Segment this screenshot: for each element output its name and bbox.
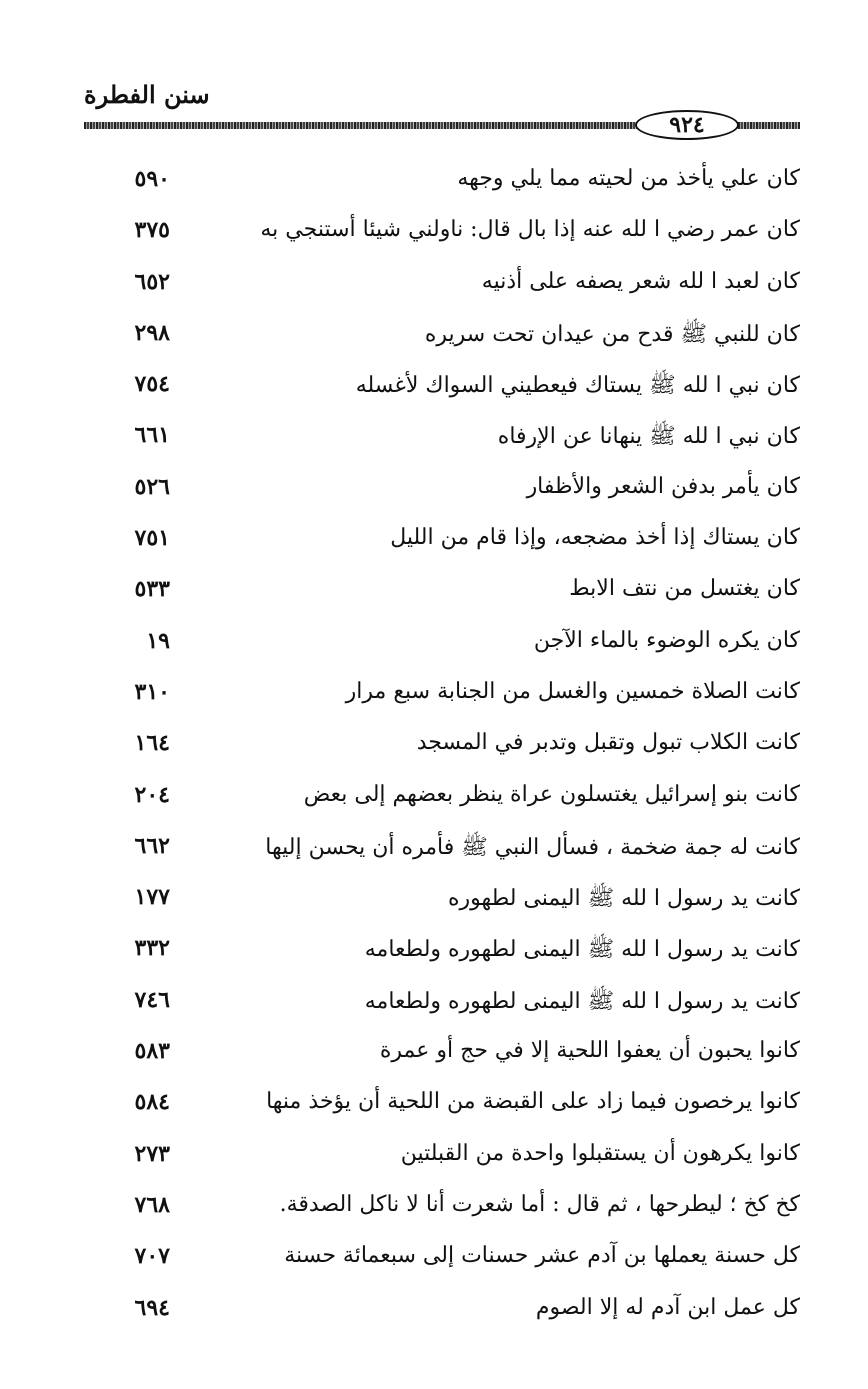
entry-text: كان عمر رضي ا لله عنه إذا بال قال: ناولني شيئا أستنجي به (260, 217, 800, 243)
index-entry (110, 622, 800, 673)
entry-text: كخ كخ ؛ ليطرحها ، ثم قال : أما شعرت أنا لا ناكل الصدقة. (279, 1191, 800, 1217)
entry-page: ٥٣٣ (134, 576, 170, 603)
entry-text: كانوا يرخصون فيما زاد على القبضة من اللحية أن يؤخذ منها (266, 1089, 800, 1115)
index-entry (110, 211, 800, 262)
entry-page: ٦٥٢ (134, 268, 170, 295)
entry-page: ١٩ (146, 627, 170, 654)
entry-text: كانوا يكرهون أن يستقبلوا واحدة من القبلتين (400, 1140, 800, 1166)
entry-text: كان يغتسل من نتف الابط (569, 576, 800, 602)
entry-page: ٧٦٨ (134, 1191, 170, 1218)
entry-text: كانت يد رسول ا لله ﷺ اليمنى لطهوره ولطعامه (364, 937, 800, 963)
entry-page: ٢٠٤ (134, 781, 170, 808)
index-entry (110, 1237, 800, 1288)
index-entry (110, 1289, 800, 1340)
index-entry (110, 570, 800, 621)
entry-text: كانوا يحبون أن يعفوا اللحية إلا في حج أو عمرة (379, 1038, 800, 1064)
entry-text: كان للنبي ﷺ قدح من عيدان تحت سريره (424, 321, 800, 347)
index-entry (110, 416, 800, 467)
entry-text: كان لعبد ا لله شعر يصفه على أذنيه (481, 268, 800, 294)
index-entry (110, 1186, 800, 1237)
book-title: سنن الفطرة (84, 80, 210, 109)
entry-page: ٥٨٤ (134, 1089, 170, 1116)
entry-page: ٣٣٢ (134, 935, 170, 962)
entry-text: كان نبي ا لله ﷺ يستاك فيعطيني السواك لأغسله (355, 373, 800, 399)
entry-page: ٦٦٢ (134, 832, 170, 859)
index-entry (110, 724, 800, 775)
entry-page: ٣١٠ (134, 678, 170, 705)
index-entry (110, 673, 800, 724)
entry-text: كل حسنة يعملها بن آدم عشر حسنات إلى سبعمائة حسنة (284, 1243, 800, 1269)
index-entry (110, 1032, 800, 1083)
entry-page: ٧٥٤ (134, 371, 170, 398)
entry-text: كان يستاك إذا أخذ مضجعه، وإذا قام من الليل (390, 525, 800, 551)
index-entry (110, 160, 800, 211)
index-entry (110, 263, 800, 314)
index-entry (110, 929, 800, 980)
entry-page: ٧٠٧ (134, 1243, 170, 1270)
index-entry (110, 776, 800, 827)
entry-text: كانت بنو إسرائيل يغتسلون عراة ينظر بعضهم إلى بعض (303, 781, 800, 807)
index-entry (110, 981, 800, 1032)
entry-page: ٦٦١ (134, 422, 170, 449)
entry-page: ٧٥١ (134, 525, 170, 552)
index-entry (110, 468, 800, 519)
entry-page: ٥٩٠ (134, 166, 170, 192)
entry-text: كان علي يأخذ من لحيته مما يلي وجهه (457, 166, 800, 191)
entry-text: كان يكره الوضوء بالماء الآجن (533, 627, 800, 653)
entry-text: كان نبي ا لله ﷺ ينهانا عن الإرفاه (497, 424, 800, 450)
page-number: ٩٢٤ (635, 110, 739, 140)
entry-page: ٥٨٣ (134, 1038, 170, 1065)
index-entry (110, 878, 800, 929)
entry-page: ٣٧٥ (134, 217, 170, 244)
index-entry (110, 1135, 800, 1186)
entry-page: ٦٩٤ (134, 1294, 170, 1321)
entry-text: كانت الصلاة خمسين والغسل من الجنابة سبع مرار (345, 678, 800, 704)
entry-page: ١٧٧ (134, 884, 170, 911)
index-entry (110, 827, 800, 878)
entry-page: ٢٧٣ (134, 1140, 170, 1167)
entry-text: كانت له جمة ضخمة ، فسأل النبي ﷺ فأمره أن يحسن إليها (265, 834, 800, 860)
index-entry (110, 314, 800, 365)
entry-text: كانت يد رسول ا لله ﷺ اليمنى لطهوره (448, 886, 800, 912)
index-entry (110, 519, 800, 570)
entry-text: كان يأمر بدفن الشعر والأظفار (526, 473, 800, 499)
entry-text: كانت الكلاب تبول وتقبل وتدبر في المسجد (416, 730, 800, 756)
entry-page: ٥٢٦ (134, 473, 170, 500)
entry-page: ٢٩٨ (134, 319, 170, 346)
entry-page: ٧٤٦ (134, 986, 170, 1013)
index-entry (110, 365, 800, 416)
entry-page: ١٦٤ (134, 730, 170, 757)
index-entry (110, 1083, 800, 1134)
index-list (110, 160, 800, 1340)
entry-text: كانت يد رسول ا لله ﷺ اليمنى لطهوره ولطعامه (364, 988, 800, 1014)
entry-text: كل عمل ابن آدم له إلا الصوم (535, 1294, 800, 1320)
